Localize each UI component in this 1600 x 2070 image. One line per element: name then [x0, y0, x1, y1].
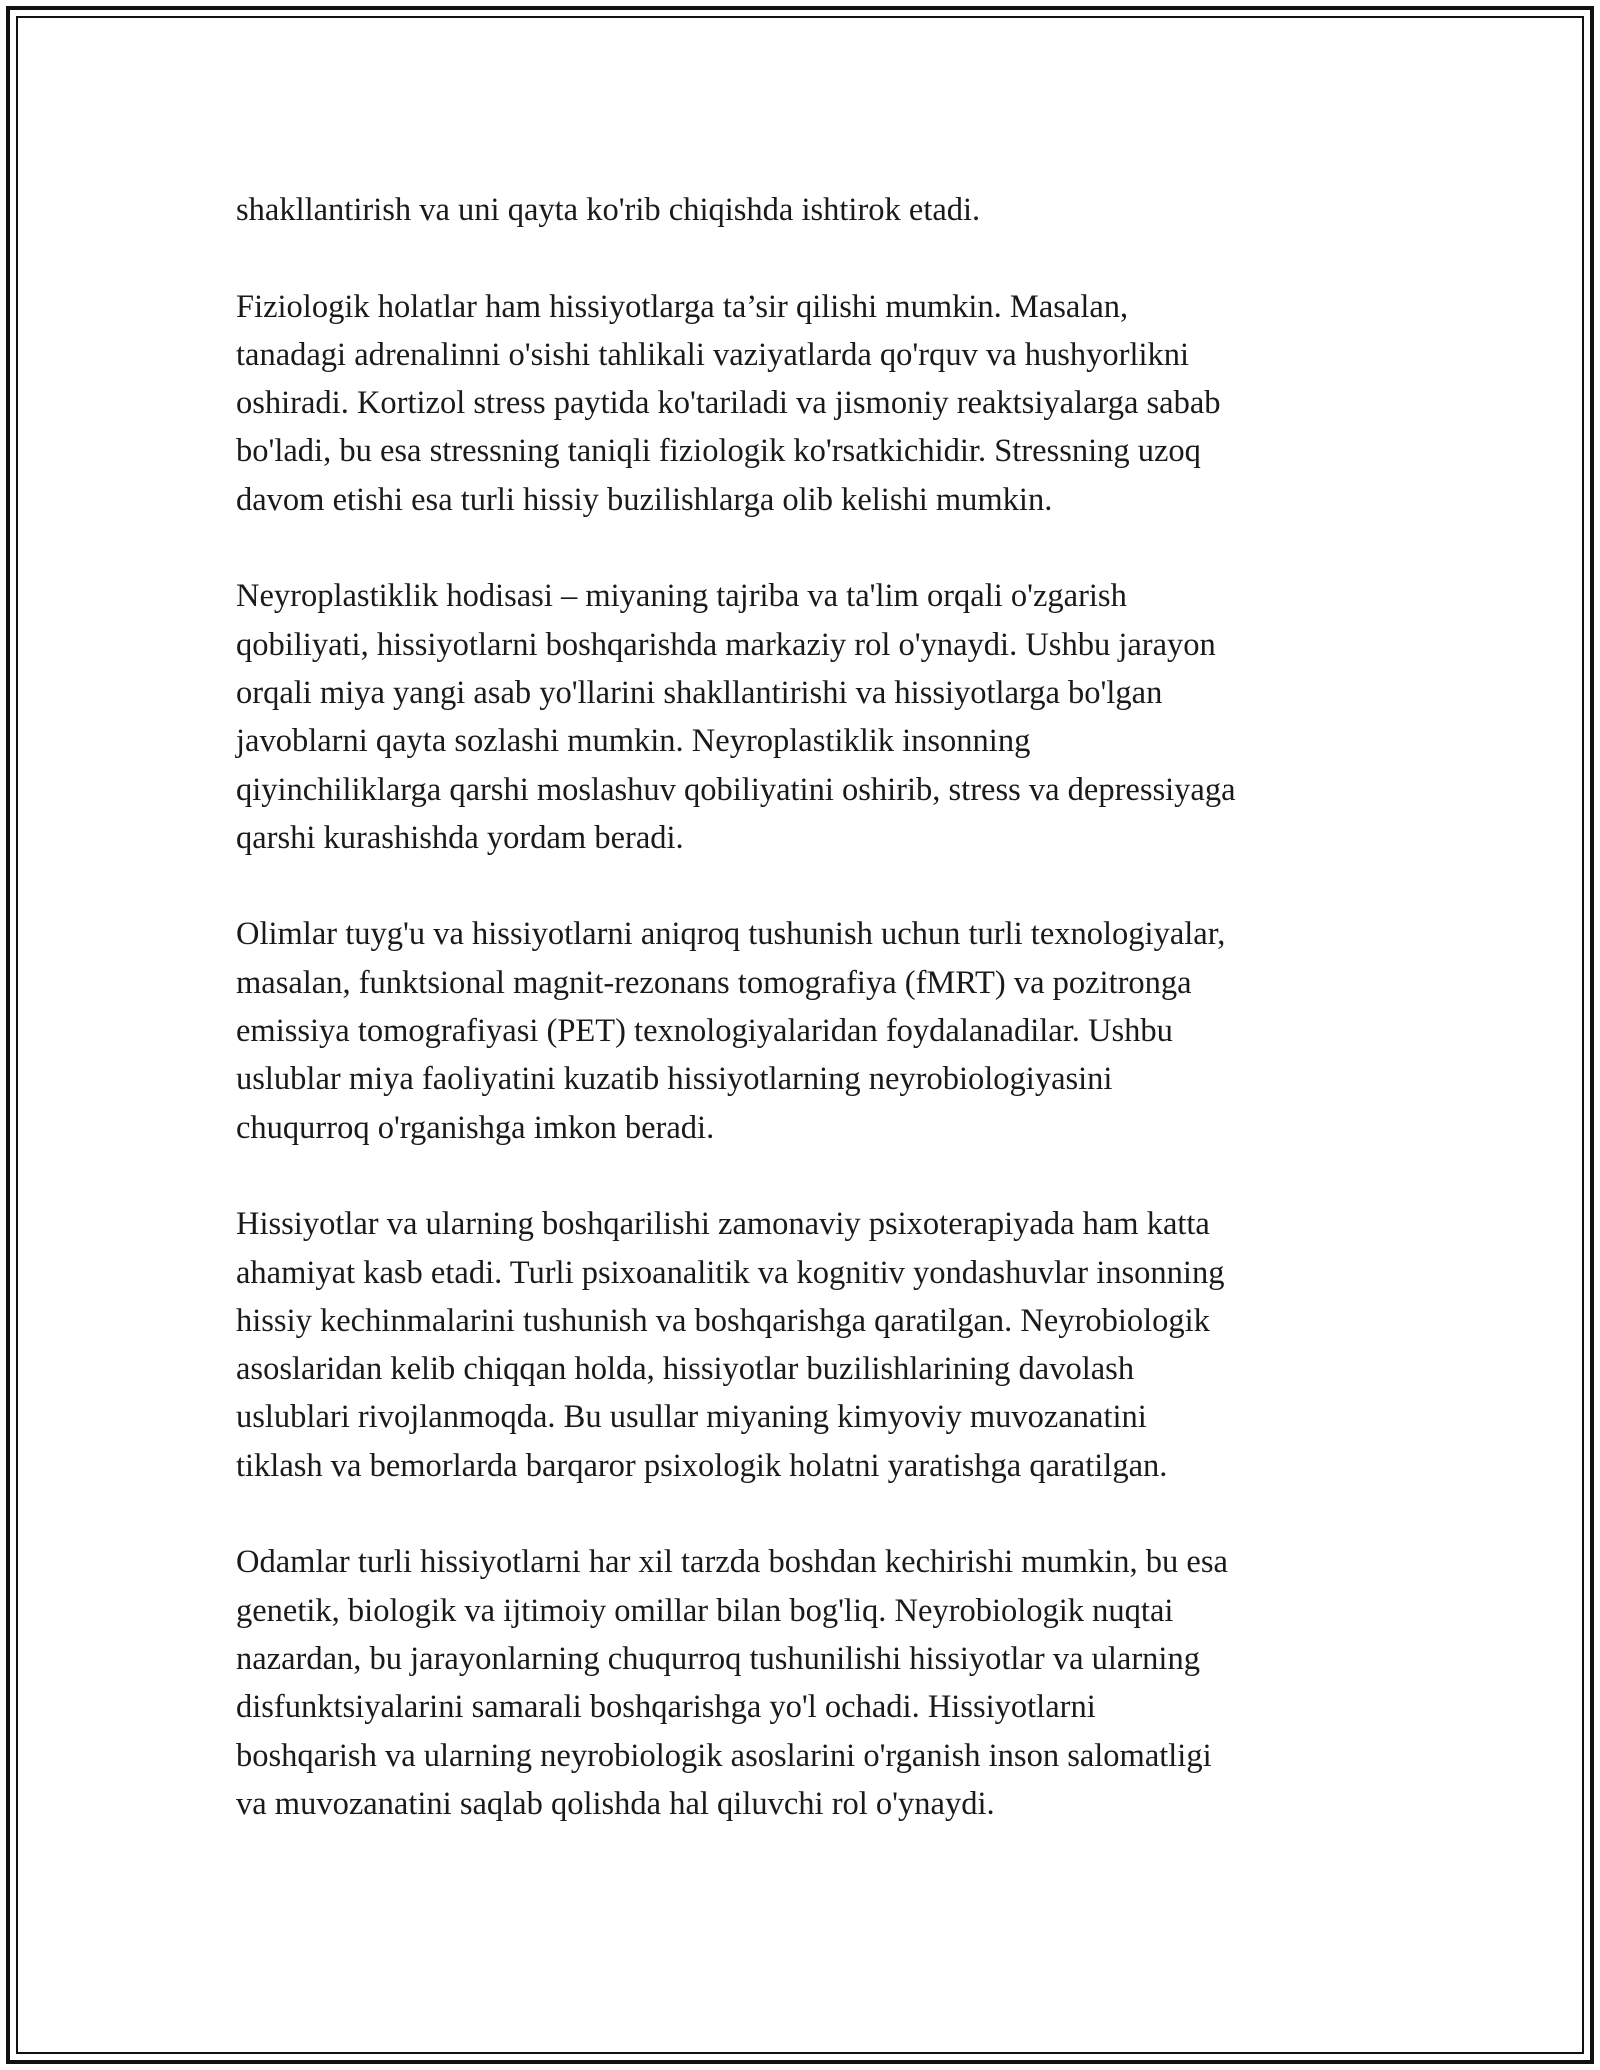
paragraph-psychotherapy: Hissiyotlar va ularning boshqarilishi zamonaviy psixoterapiyada ham katta ahamiyat kasb etadi. Turli psixoanalitik va kognitiv yondashuvlar insonning hissiy kechinmalarini tushunish va boshqarishga qaratilgan. Neyrobiologik asoslaridan kelib chiqqan holda, hissiyotlar buzilishlarining davolash uslublari rivojlanmoqda. Bu usullar miyaning kimyoviy muvozanatini tiklash va bemorlarda barqaror psixologik holatni yaratishga qaratilgan.	[236, 1206, 1225, 1484]
paragraph-technologies: Olimlar tuyg'u va hissiyotlarni aniqroq tushunish uchun turli texnologiyalar, masalan, funktsional magnit-rezonans tomografiya (fMRT) va pozitronga emissiya tomografiyasi (PET) texnologiyalaridan foydalanadilar. Ushbu uslublar miya faoliyatini kuzatib hissiyotlarning neyrobiologiyasini chuqurroq o'rganishga imkon beradi.	[236, 916, 1226, 1146]
paragraph-physiology: Fiziologik holatlar ham hissiyotlarga ta’sir qilishi mumkin. Masalan, tanadagi adrenalinni o'sishi tahlikali vaziyatlarda qo'rquv va hushyorlikni oshiradi. Kortizol stress paytida ko'tariladi va jismoniy reaktsiyalarga sabab bo'ladi, bu esa stressning taniqli fiziologik ko'rsatkichidir. Stressning uzoq davom etishi esa turli hissiy buzilishlarga olib kelishi mumkin.	[236, 288, 1221, 518]
paragraph-conclusion: Odamlar turli hissiyotlarni har xil tarzda boshdan kechirishi mumkin, bu esa genetik, biologik va ijtimoiy omillar bilan bog'liq. Neyrobiologik nuqtai nazardan, bu jarayonlarning chuqurroq tushunilishi hissiyotlar va ularning disfunktsiyalarini samarali boshqarishga yo'l ochadi. Hissiyotlarni boshqarish va ularning neyrobiologik asoslarini o'rganish inson salomatligi va muvozanatini saqlab qolishda hal qiluvchi rol o'ynaydi.	[236, 1544, 1228, 1822]
document-body	[236, 186, 1371, 1828]
paragraph-neuroplasticity: Neyroplastiklik hodisasi – miyaning tajriba va ta'lim orqali o'zgarish qobiliyati, hissiyotlarni boshqarishda markaziy rol o'ynaydi. Ushbu jarayon orqali miya yangi asab yo'llarini shakllantirishi va hissiyotlarga bo'lgan javoblarni qayta sozlashi mumkin. Neyroplastiklik insonning qiyinchiliklarga qarshi moslashuv qobiliyatini oshirib, stress va depressiyaga qarshi kurashishda yordam beradi.	[236, 578, 1236, 856]
paragraph-continuation: shakllantirish va uni qayta ko'rib chiqishda ishtirok etadi.	[236, 192, 981, 228]
